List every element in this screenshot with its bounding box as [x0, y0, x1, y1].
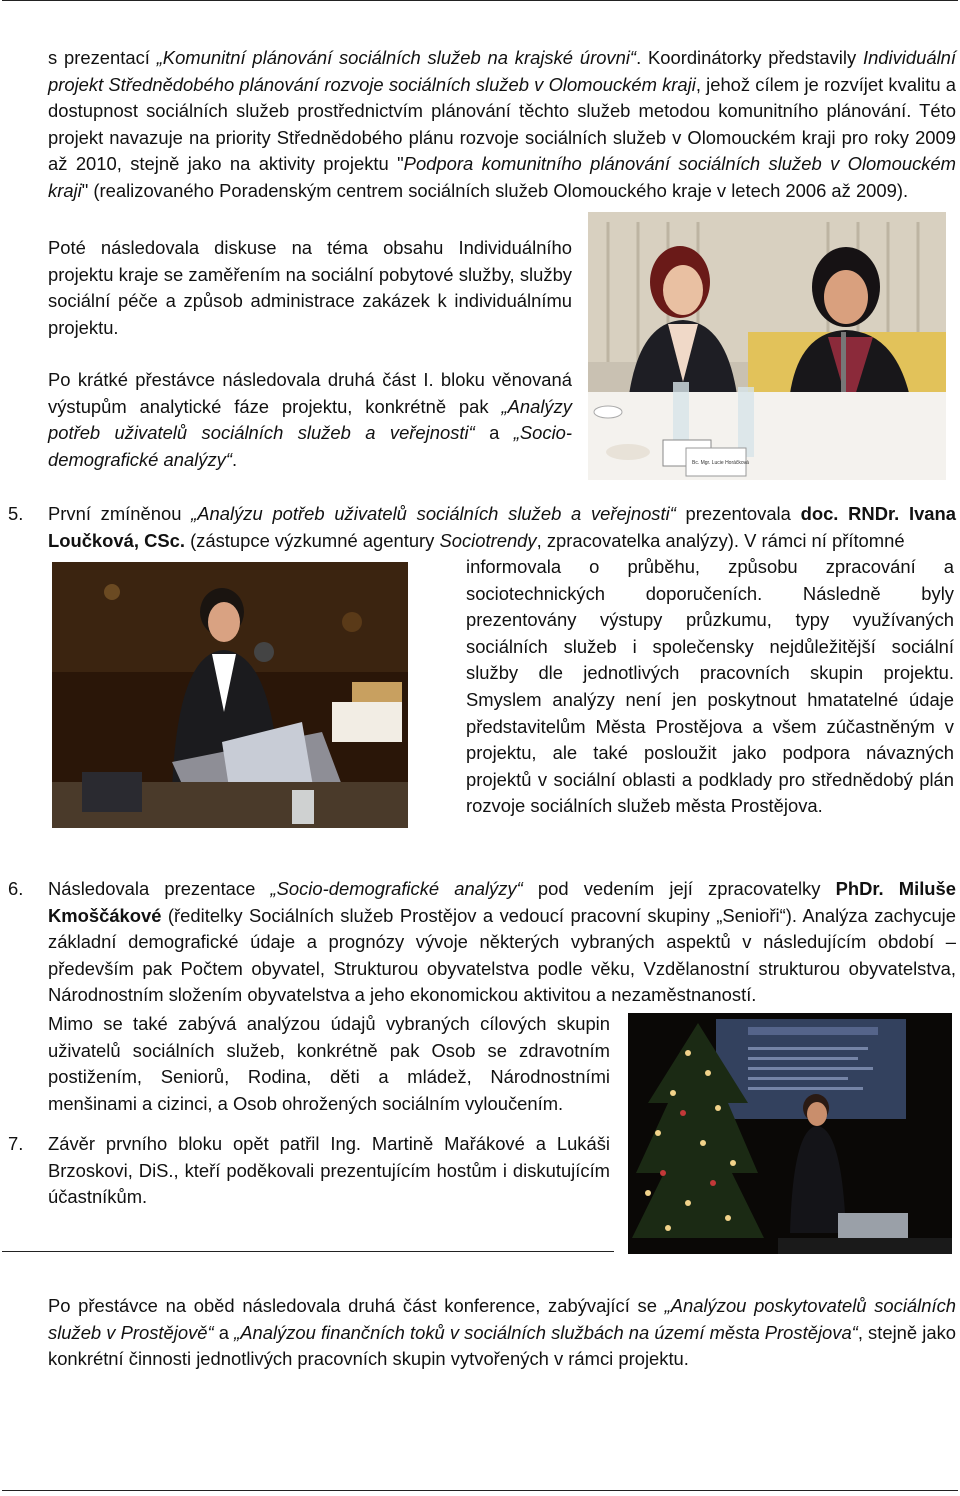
- text-italic: „Socio-demografické analýzy“: [270, 878, 523, 899]
- text-italic: „Komunitní plánování sociálních služeb na krajské úrovni“: [156, 47, 637, 68]
- text: První zmíněnou: [48, 503, 192, 524]
- text: " (realizovaného Poradenským centrem sociálních služeb Olomouckého kraje v letech 2006 až 2009).: [81, 179, 909, 201]
- text: Po přestávce na oběd následovala druhá část konference, zabývající se: [48, 1295, 665, 1316]
- list-number-5: 5.: [8, 503, 24, 524]
- text-bold: doc. RNDr. Ivana Loučková, CSc.: [48, 503, 956, 551]
- item-7-paragraph: [48, 1131, 610, 1211]
- text: , stejně jako konkrétní činnosti jednotlivých pracovních skupin vytvořených v rámci projektu.: [48, 1321, 956, 1370]
- item-6-paragraph: [48, 876, 956, 1009]
- text: (ředitelky Sociálních služeb Prostějov a vedoucí pracovní skupiny „Senioři“). Analýza zachycuje základní demografické údaje a prognózy vývoje některých vybraných aspektů v následujícím období – především pak Počtem obyvatel, Strukturou obyvatelstva podle věku, Vzdělanostní strukturou obyvatelstva, Národnostním složením obyvatelstva a jeho ekonomickou aktivitou a nezaměstnaností.: [48, 904, 956, 1006]
- text: (zástupce výzkumné agentury: [184, 529, 440, 551]
- text: Následovala prezentace: [48, 878, 271, 899]
- text-bold: PhDr. Miluše Kmoščákové: [48, 878, 956, 926]
- text: s prezentací: [48, 47, 157, 68]
- text: a: [213, 1321, 235, 1343]
- text: Po krátké přestávce následovala druhá část I. bloku věnovaná výstupům analytické fáze projektu, konkrétně pak: [48, 369, 572, 417]
- text: Závěr prvního bloku opět patřil Ing. Martině Mařákové a Lukáši Brzoskovi, DiS., kteří poděkovali prezentujícím hostům i diskutujícím účastníkům.: [48, 1133, 610, 1208]
- text: informovala o průběhu, způsobu zpracování a sociotechnických doporučeních. Následně byly prezentovány výstupy průzkumu, typy využívaných sociálních služeb i společensky nejdůležitější sociální služby dle jednotlivých pracovních skupin projektu. Smyslem analýzy není jen poskytnout hmatatelné údaje představitelům Města Prostějova a všem zúčastněným v projektu, ale také posloužit jako podpora návazných projektů v sociální oblasti a podklady pro střednědobý plán rozvoje sociálních služeb města Prostějova.: [466, 556, 954, 817]
- bottom-rule: [2, 1490, 958, 1491]
- separator-rule: [2, 1251, 614, 1252]
- photo-coordinators-at-table: [588, 212, 946, 480]
- text: prezentovala: [675, 503, 801, 524]
- item-5-continuation: [466, 554, 954, 820]
- text: Poté následovala diskuse na téma obsahu Individuálního projektu kraje se zaměřením na sociální pobytové služby, služby sociální péče a způsob administrace zakázek k individuálnímu projektu.: [48, 237, 572, 338]
- text: . Koordinátorky představily: [636, 47, 863, 68]
- discussion-paragraph: [48, 235, 572, 341]
- text: a: [474, 422, 514, 444]
- text: , jehož cílem je rozvíjet kvalitu a dostupnost sociálních služeb prostřednictvím plánování těchto služeb metodou komunitního plánování. Této projekt navazuje na priority Střednědobého plánu rozvoje sociálních služeb v Olomouckém kraji pro roky 2009 až 2010, stejně jako na aktivity projektu ": [48, 73, 956, 175]
- photo-presentation-christmas-tree: [628, 1013, 952, 1254]
- text-italic: „Analýzy potřeb uživatelů sociálních služeb a veřejnosti“: [48, 395, 572, 444]
- item-6-continuation: [48, 1011, 610, 1117]
- text-italic: Individuální projekt Střednědobého plánování rozvoje sociálních služeb v Olomouckém kraji: [48, 47, 956, 95]
- intro-paragraph: [48, 45, 956, 205]
- text-italic: Sociotrendy: [439, 529, 537, 551]
- afternoon-paragraph: [48, 1293, 956, 1373]
- text-italic: „Analýzou poskytovatelů sociálních služeb v Prostějově“: [48, 1295, 956, 1343]
- nameplate-text: Bc. Mgr. Lucie Horáčková: [692, 460, 749, 466]
- top-rule: [2, 0, 958, 1]
- text: Mimo se také zabývá analýzou údajů vybraných cílových skupin uživatelů sociálních služeb, konkrétně pak Osob se zdravotním postižením, Seniorů, Rodina, děti a mládež, Národnostními menšinami a cizinci, a Osob ohrožených sociálním vyloučením.: [48, 1013, 610, 1114]
- text: , zpracovatelka analýzy). V rámci ní přítomné: [536, 529, 905, 551]
- text-italic: Podpora komunitního plánování sociálních služeb v Olomouckém kraji: [48, 153, 957, 201]
- list-number-6: 6.: [8, 878, 24, 899]
- text-italic: „Analýzou finančních toků v sociálních službách na území města Prostějova“: [234, 1321, 858, 1343]
- text: .: [232, 448, 238, 470]
- photo-presenter-loučková: [52, 562, 408, 828]
- analysis-intro-paragraph: [48, 367, 572, 473]
- list-number-7: 7.: [8, 1133, 24, 1154]
- item-5-paragraph: [48, 501, 956, 554]
- text: pod vedením její zpracovatelky: [522, 878, 836, 899]
- text-italic: „Analýzu potřeb uživatelů sociálních služeb a veřejnosti“: [191, 503, 676, 524]
- text-italic: „Socio-demografické analýzy“: [48, 422, 573, 470]
